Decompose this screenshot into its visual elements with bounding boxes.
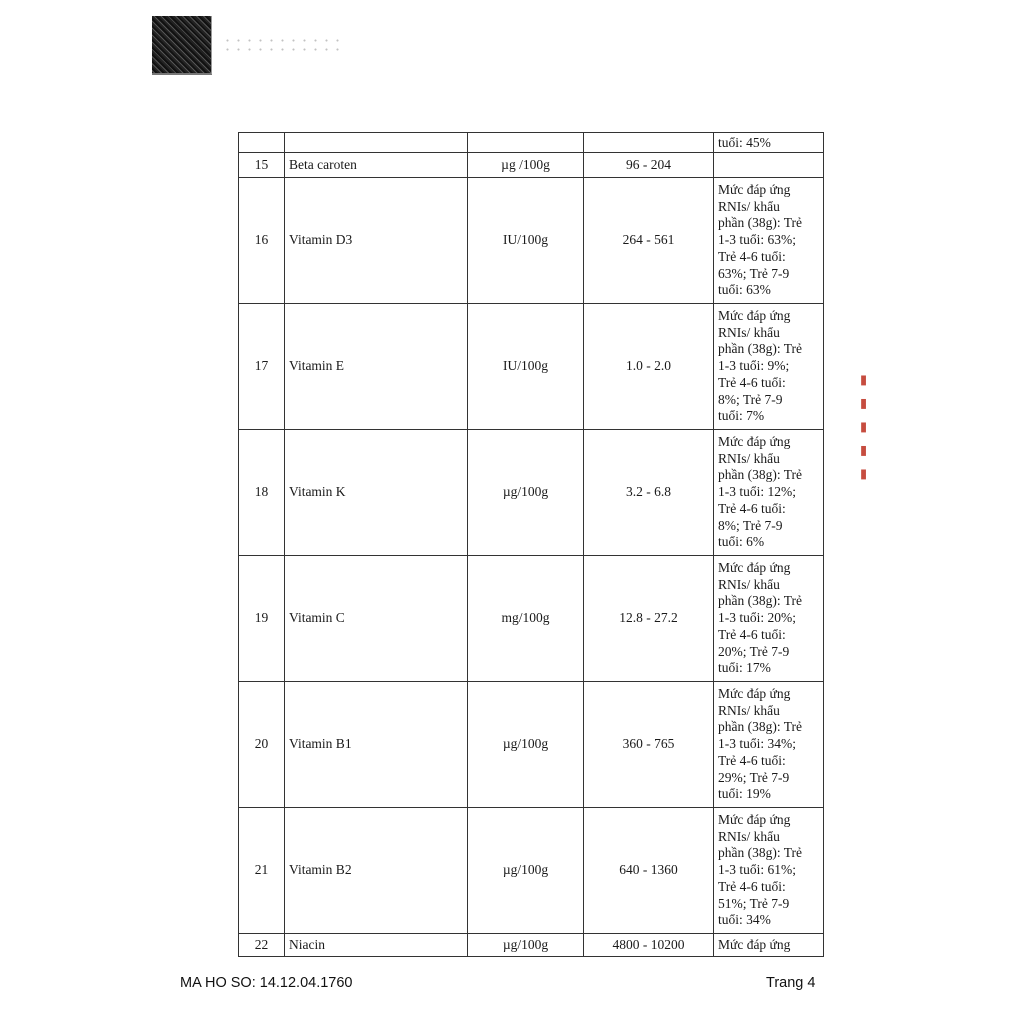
table-row: [239, 178, 824, 304]
unit-cell: µg/100g: [468, 808, 584, 934]
note-cell: Mức đáp ứng RNIs/ khẩu phần (38g): Trẻ 1-3 tuổi: 9%; Trẻ 4-6 tuổi: 8%; Trẻ 7-9 tuổi: 7%: [714, 304, 824, 430]
nutrient-name: Vitamin E: [285, 304, 468, 430]
stamp-divider: [152, 73, 212, 75]
nutrient-name: Vitamin B1: [285, 682, 468, 808]
table-row: [239, 304, 824, 430]
note-cell: Mức đáp ứng RNIs/ khẩu phần (38g): Trẻ 1-3 tuổi: 12%; Trẻ 4-6 tuổi: 8%; Trẻ 7-9 tuổi: 6%: [714, 430, 824, 556]
nutrient-name: Vitamin D3: [285, 178, 468, 304]
scanned-stamp-image: [152, 16, 212, 74]
note-cell: Mức đáp ứng RNIs/ khẩu phần (38g): Trẻ 1-3 tuổi: 34%; Trẻ 4-6 tuổi: 29%; Trẻ 7-9 tuổi: 19%: [714, 682, 824, 808]
note-cell: Mức đáp ứng RNIs/ khẩu phần (38g): Trẻ 1-3 tuổi: 61%; Trẻ 4-6 tuổi: 51%; Trẻ 7-9 tuổi: 34%: [714, 808, 824, 934]
record-code: MA HO SO: 14.12.04.1760: [180, 975, 353, 991]
range-cell: 96 - 204: [584, 153, 714, 178]
range-cell: 12.8 - 27.2: [584, 556, 714, 682]
row-number: 19: [239, 556, 285, 682]
table-row: [239, 153, 824, 178]
row-number: 20: [239, 682, 285, 808]
unit-cell: µg/100g: [468, 430, 584, 556]
unit-cell: IU/100g: [468, 178, 584, 304]
table-row: [239, 430, 824, 556]
range-cell: 4800 - 10200: [584, 934, 714, 957]
nutrient-name: Vitamin B2: [285, 808, 468, 934]
page-number: Trang 4: [766, 975, 816, 991]
nutrient-name: Vitamin C: [285, 556, 468, 682]
unit-cell: µg /100g: [468, 153, 584, 178]
nutrition-spec-table: [238, 132, 824, 957]
nutrient-name: Niacin: [285, 934, 468, 957]
table-row: [239, 556, 824, 682]
row-number: 15: [239, 153, 285, 178]
table-row-continued: [239, 133, 824, 153]
unit-cell: IU/100g: [468, 304, 584, 430]
range-cell: 3.2 - 6.8: [584, 430, 714, 556]
scan-specks: [222, 36, 342, 56]
table-row: [239, 808, 824, 934]
note-cell: Mức đáp ứng RNIs/ khẩu phần (38g): Trẻ 1-3 tuổi: 63%; Trẻ 4-6 tuổi: 63%; Trẻ 7-9 tuổi: 63%: [714, 178, 824, 304]
table-row: [239, 682, 824, 808]
row-number: 17: [239, 304, 285, 430]
row-number: 21: [239, 808, 285, 934]
range-cell: 1.0 - 2.0: [584, 304, 714, 430]
row-number: 22: [239, 934, 285, 957]
table-row: [239, 934, 824, 957]
note-cell: Mức đáp ứng RNIs/ khẩu phần (38g): Trẻ 1-3 tuổi: 20%; Trẻ 4-6 tuổi: 20%; Trẻ 7-9 tuổi: 17%: [714, 556, 824, 682]
row-number: 18: [239, 430, 285, 556]
row-number: 16: [239, 178, 285, 304]
range-cell: 640 - 1360: [584, 808, 714, 934]
note-cell: Mức đáp ứng: [714, 934, 824, 957]
range-cell: 264 - 561: [584, 178, 714, 304]
unit-cell: µg/100g: [468, 682, 584, 808]
red-side-stamp: ▮ ▮ ▮ ▮ ▮: [856, 370, 871, 482]
nutrient-name: Vitamin K: [285, 430, 468, 556]
note-cell: tuổi: 45%: [714, 133, 824, 153]
unit-cell: mg/100g: [468, 556, 584, 682]
range-cell: 360 - 765: [584, 682, 714, 808]
unit-cell: µg/100g: [468, 934, 584, 957]
nutrient-name: Beta caroten: [285, 153, 468, 178]
stamp-divider-vertical: [211, 16, 212, 74]
note-cell: [714, 153, 824, 178]
